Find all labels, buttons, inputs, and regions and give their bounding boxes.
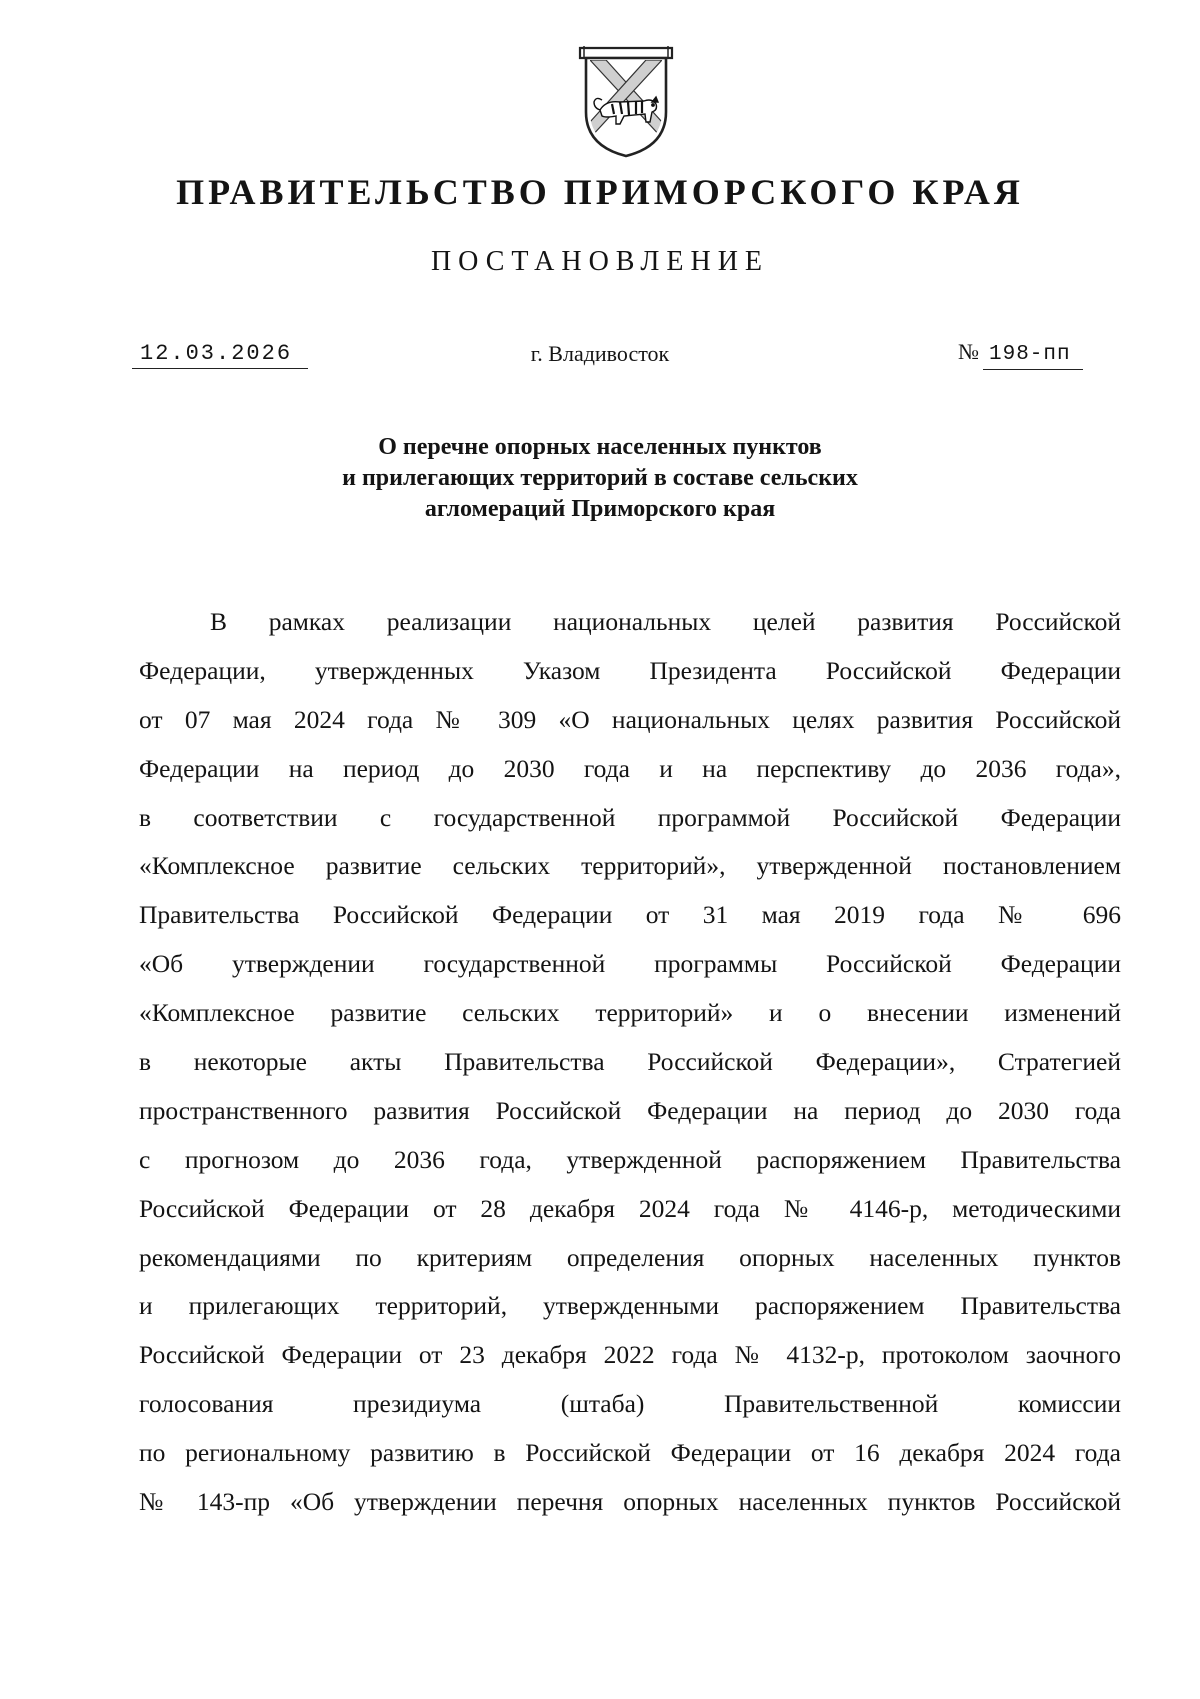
body-line: «Комплексное развитие сельских территорий» и о внесении изменений xyxy=(139,998,1121,1028)
body-line: Федерации, утвержденных Указом Президента Российской Федерации xyxy=(139,655,1121,685)
body-line: от 07 мая 2024 года № 309 «О национальных целях развития Российской xyxy=(139,704,1121,734)
body-line: Российской Федерации от 28 декабря 2024 года № 4146-р, методическими xyxy=(139,1193,1121,1223)
body-line: и прилегающих территорий, утвержденными распоряжением Правительства xyxy=(139,1291,1121,1321)
primorsky-krai-coat-of-arms-icon xyxy=(572,38,680,158)
body-line: «Комплексное развитие сельских территорий», утвержденной постановлением xyxy=(139,851,1121,881)
number-sign: № xyxy=(958,339,979,364)
document-city: г. Владивосток xyxy=(530,341,670,366)
document-subject xyxy=(0,432,1200,525)
body-line: В рамках реализации национальных целей развития Российской xyxy=(210,607,1121,636)
document-date: 12.03.2026 xyxy=(132,340,308,369)
body-line: рекомендациями по критериям определения опорных населенных пунктов xyxy=(139,1242,1121,1272)
document-number-block xyxy=(958,338,1098,370)
body-line: № 143-пр «Об утверждении перечня опорных населенных пунктов Российской xyxy=(139,1487,1121,1517)
body-line: Правительства Российской Федерации от 31 мая 2019 года № 696 xyxy=(139,900,1121,930)
body-line: пространственного развития Российской Федерации на период до 2030 года xyxy=(139,1095,1121,1125)
document-type: ПОСТАНОВЛЕНИЕ xyxy=(430,246,770,277)
body-line: по региональному развитию в Российской Федерации от 16 декабря 2024 года xyxy=(139,1438,1121,1468)
subject-line: О перечне опорных населенных пунктов xyxy=(378,434,822,460)
document-number: 198-пп xyxy=(983,341,1083,370)
body-line: Федерации на период до 2030 года и на перспективу до 2036 года», xyxy=(139,753,1121,783)
body-line: Российской Федерации от 23 декабря 2022 года № 4132-р, протоколом заочного xyxy=(139,1340,1121,1370)
body-line: «Об утверждении государственной программы Российской Федерации xyxy=(139,949,1121,979)
subject-line: и прилегающих территорий в составе сельских xyxy=(342,465,858,491)
body-line: с прогнозом до 2036 года, утвержденной распоряжением Правительства xyxy=(139,1144,1121,1174)
body-line: в некоторые акты Правительства Российской Федерации», Стратегией xyxy=(139,1047,1121,1077)
government-title: ПРАВИТЕЛЬСТВО ПРИМОРСКОГО КРАЯ xyxy=(176,172,1024,212)
body-line: голосования президиума (штаба) Правительственной комиссии xyxy=(139,1389,1121,1419)
document-body xyxy=(139,598,1121,1527)
body-line: в соответствии с государственной программой Российской Федерации xyxy=(139,802,1121,832)
subject-line: агломераций Приморского края xyxy=(424,496,776,522)
